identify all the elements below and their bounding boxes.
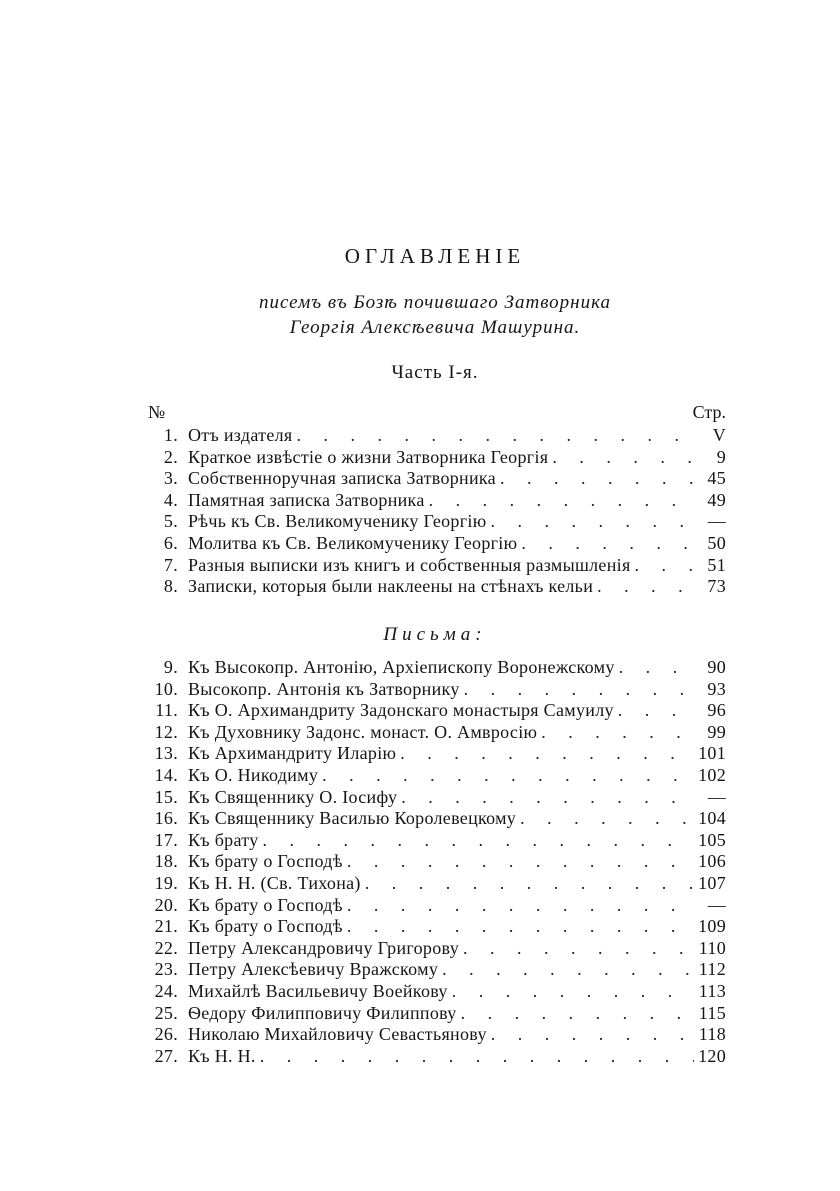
- entry-title: Къ брату о Господѣ: [188, 894, 343, 915]
- toc-entry: [148, 576, 726, 598]
- dot-leader: [442, 959, 695, 980]
- entry-title: Къ Архимандриту Иларію: [188, 743, 397, 764]
- entry-page: 101: [698, 743, 726, 764]
- dot-leader: [490, 511, 696, 532]
- entry-number: 15.: [154, 786, 178, 807]
- toc-entry: [148, 425, 726, 447]
- entry-title: Къ Священнику О. Іосифу: [188, 786, 398, 807]
- number-column-header: №: [148, 402, 166, 422]
- entry-page: 113: [698, 980, 726, 1001]
- entry-page: 51: [707, 554, 726, 575]
- toc-entry: [148, 787, 726, 809]
- page-title: ОГЛАВЛЕНІЕ: [344, 244, 526, 268]
- dot-leader: [429, 490, 696, 511]
- toc-entry: [148, 830, 726, 852]
- dot-leader: [347, 851, 694, 872]
- entry-number: 5.: [163, 511, 178, 532]
- dot-leader: [619, 657, 696, 678]
- page-column-header: Стр.: [692, 402, 726, 422]
- toc-entry: [148, 959, 726, 981]
- entry-number: 3.: [163, 468, 178, 489]
- toc-entry: [148, 895, 726, 917]
- dot-leader: [365, 873, 694, 894]
- entry-page: 107: [698, 872, 726, 893]
- entry-number: 20.: [154, 894, 178, 915]
- dot-leader: [347, 916, 694, 937]
- dot-leader: [541, 722, 696, 743]
- dot-leader: [618, 700, 696, 721]
- entry-number: 26.: [154, 1024, 178, 1045]
- part1-toc-list: [148, 425, 726, 598]
- entry-number: 13.: [154, 743, 178, 764]
- entry-number: 18.: [154, 851, 178, 872]
- entry-title: Къ брату: [188, 829, 259, 850]
- entry-page: 73: [707, 576, 726, 597]
- entry-number: 6.: [163, 532, 178, 553]
- entry-page: 120: [698, 1045, 726, 1066]
- entry-number: 24.: [154, 980, 178, 1001]
- entry-page: 49: [707, 489, 726, 510]
- entry-number: 10.: [154, 678, 178, 699]
- dot-leader: [521, 533, 696, 554]
- entry-title: Петру Алексѣевичу Вражскому: [188, 959, 439, 980]
- toc-entry: [148, 1003, 726, 1025]
- entry-title: Къ Н. Н. (Св. Тихона): [188, 872, 361, 893]
- entry-page: —: [707, 786, 726, 807]
- dot-leader: [400, 743, 694, 764]
- entry-page: 109: [698, 916, 726, 937]
- toc-entry: [148, 916, 726, 938]
- entry-number: 25.: [154, 1002, 178, 1023]
- toc-entry: [148, 555, 726, 577]
- dot-leader: [297, 425, 697, 446]
- entry-title: Къ Н. Н.: [188, 1045, 256, 1066]
- entry-number: 17.: [154, 829, 178, 850]
- dot-leader: [401, 787, 696, 808]
- dot-leader: [552, 447, 696, 468]
- toc-entry: [148, 981, 726, 1003]
- toc-entry: [148, 468, 726, 490]
- entry-number: 12.: [154, 721, 178, 742]
- entry-number: 22.: [154, 937, 178, 958]
- toc-entry: [148, 490, 726, 512]
- entry-title: Ѳедору Филипповичу Филиппову: [188, 1002, 457, 1023]
- entry-number: 27.: [154, 1045, 178, 1066]
- toc-entry: [148, 808, 726, 830]
- dot-leader: [635, 555, 696, 576]
- entry-page: V: [712, 425, 726, 445]
- entry-page: 50: [707, 532, 726, 553]
- entry-page: 118: [698, 1024, 726, 1045]
- entry-number: 2.: [163, 446, 178, 467]
- part-heading: Часть I-я.: [391, 362, 479, 383]
- toc-entry: [148, 722, 726, 744]
- toc-entry: [148, 679, 726, 701]
- dot-leader: [347, 895, 696, 916]
- subtitle-line-1: писемъ въ Бозѣ почившаго Затворника: [258, 292, 612, 313]
- entry-number: 7.: [163, 554, 178, 575]
- entry-number: 19.: [154, 872, 178, 893]
- entry-page: 105: [698, 829, 726, 850]
- entry-page: 99: [707, 721, 726, 742]
- dot-leader: [263, 830, 695, 851]
- letters-section-title: Письма:: [383, 624, 487, 645]
- toc-entry: [148, 511, 726, 533]
- entry-page: —: [707, 894, 726, 915]
- dot-leader: [452, 981, 695, 1002]
- subtitle-line-2: Георгія Алексѣевича Машурина.: [289, 317, 581, 338]
- entry-number: 16.: [154, 808, 178, 829]
- toc-entry: [148, 700, 726, 722]
- entry-number: 14.: [154, 764, 178, 785]
- entry-title: Къ Высокопр. Антонію, Архіепископу Воронежскому: [188, 657, 615, 677]
- entry-number: 4.: [163, 489, 178, 510]
- entry-title: Николаю Михайловичу Севастьянову: [188, 1024, 487, 1045]
- entry-number: 9.: [163, 657, 178, 677]
- entry-page: 45: [707, 468, 726, 489]
- entry-title: Записки, которыя были наклеены на стѣнахъ кельи: [188, 576, 594, 597]
- entry-number: 23.: [154, 959, 178, 980]
- dot-leader: [260, 1046, 694, 1067]
- toc-entry: [148, 533, 726, 555]
- dot-leader: [500, 468, 696, 489]
- entry-number: 21.: [154, 916, 178, 937]
- entry-title: Молитва къ Св. Великомученику Георгію: [188, 532, 518, 553]
- toc-entry: [148, 765, 726, 787]
- toc-entry: [148, 657, 726, 679]
- entry-page: 106: [698, 851, 726, 872]
- dot-leader: [463, 938, 695, 959]
- entry-title: Къ брату о Господѣ: [188, 851, 343, 872]
- entry-title: Краткое извѣстіе о жизни Затворника Георгія: [188, 446, 549, 467]
- entry-title: Разныя выписки изъ книгъ и собственныя размышленія: [188, 554, 631, 575]
- entry-page: 96: [707, 700, 726, 721]
- dot-leader: [461, 1003, 695, 1024]
- letters-toc-list: [148, 657, 726, 1067]
- toc-entry: [148, 938, 726, 960]
- entry-page: 93: [707, 678, 726, 699]
- entry-title: Рѣчь къ Св. Великомученику Георгію: [188, 511, 487, 532]
- toc-entry: [148, 1046, 726, 1068]
- entry-page: 110: [698, 937, 726, 958]
- entry-number: 1.: [163, 425, 178, 445]
- entry-page: 90: [707, 657, 726, 677]
- dot-leader: [491, 1024, 695, 1045]
- entry-page: —: [707, 511, 726, 532]
- toc-entry: [148, 851, 726, 873]
- entry-title: Къ О. Никодиму: [188, 764, 319, 785]
- entry-title: Отъ издателя: [188, 425, 293, 445]
- toc-entry: [148, 743, 726, 765]
- toc-entry: [148, 873, 726, 895]
- entry-title: Къ Духовнику Задонс. монаст. О. Амвросію: [188, 721, 538, 742]
- entry-title: Памятная записка Затворника: [188, 489, 425, 510]
- toc-entry: [148, 447, 726, 469]
- dot-leader: [464, 679, 696, 700]
- entry-number: 8.: [163, 576, 178, 597]
- entry-title: Михайлѣ Васильевичу Воейкову: [188, 980, 448, 1001]
- entry-page: 115: [698, 1002, 726, 1023]
- entry-page: 104: [698, 808, 726, 829]
- entry-page: 112: [698, 959, 726, 980]
- entry-title: Къ брату о Господѣ: [188, 916, 343, 937]
- entry-title: Собственноручная записка Затворника: [188, 468, 496, 489]
- entry-page: 102: [698, 764, 726, 785]
- dot-leader: [597, 576, 696, 597]
- entry-title: Къ О. Архимандриту Задонскаго монастыря Самуилу: [188, 700, 614, 721]
- entry-number: 11.: [155, 700, 178, 721]
- entry-title: Петру Александровичу Григорову: [188, 937, 460, 958]
- toc-column-headers: [148, 402, 726, 424]
- dot-leader: [520, 808, 694, 829]
- entry-title: Высокопр. Антонія къ Затворнику: [188, 678, 460, 699]
- entry-page: 9: [716, 446, 726, 467]
- dot-leader: [322, 765, 694, 786]
- toc-entry: [148, 1024, 726, 1046]
- entry-title: Къ Священнику Василью Королевецкому: [188, 808, 517, 829]
